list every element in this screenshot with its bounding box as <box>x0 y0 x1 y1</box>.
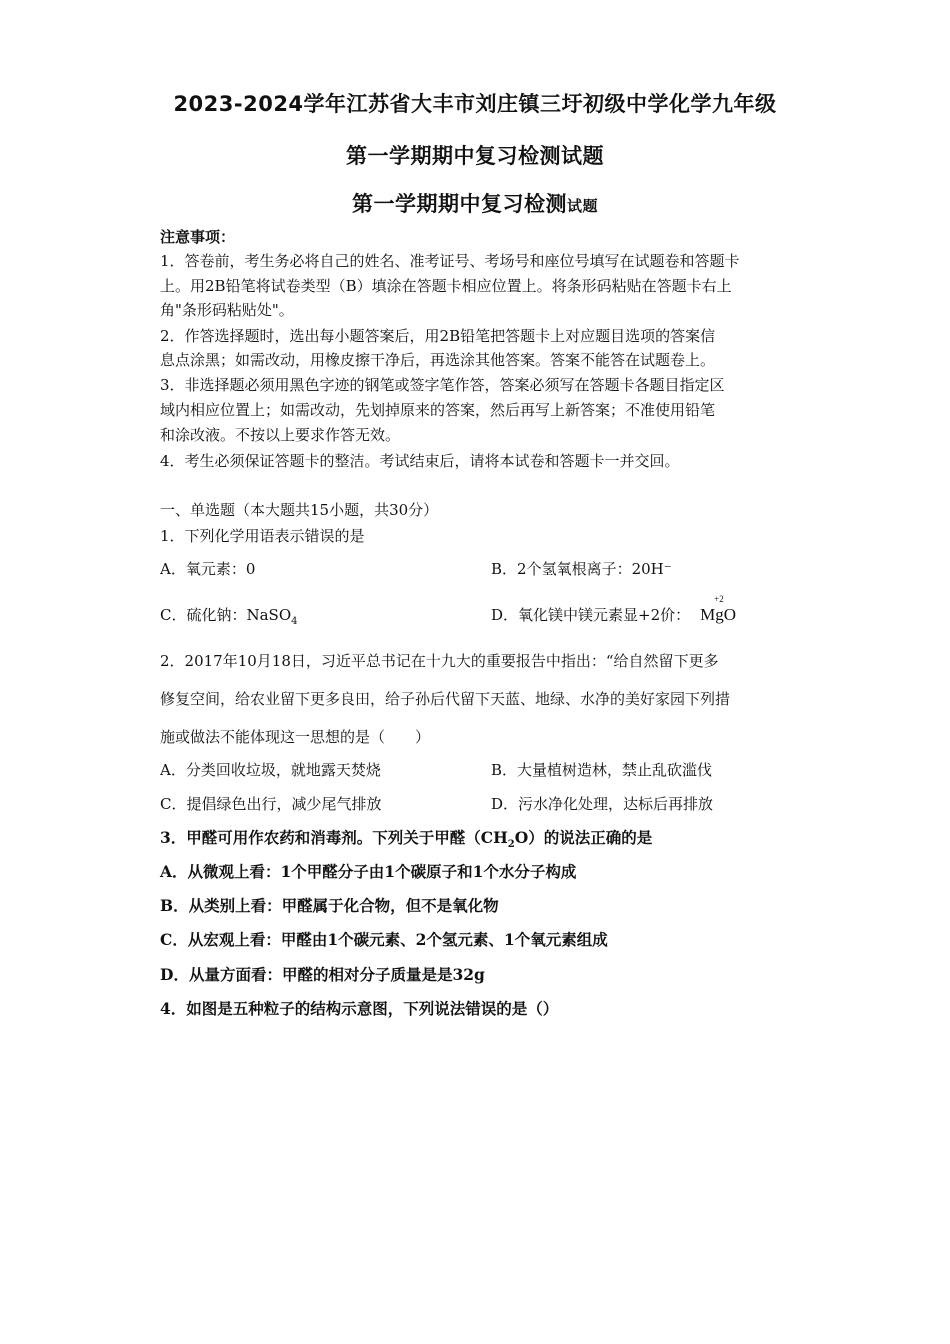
q1-option-c-text: C．硫化钠：NaSO <box>160 606 292 624</box>
q3-stem-subscript: 2 <box>507 839 515 851</box>
q3-stem <box>160 828 652 855</box>
notice-heading: 注意事项： <box>160 228 236 246</box>
q1-option-d-charge: +2 <box>714 594 724 604</box>
q2-stem-line2: 修复空间，给农业留下更多良田，给子孙后代留下天蓝、地绿、水净的美好家园下列措 <box>160 690 731 708</box>
exam-title-line2: 第一学期期中复习检测试题 <box>346 144 604 168</box>
notice-line: 息点涂黑；如需改动，用橡皮擦干净后，再选涂其他答案。答案不能答在试题卷上。 <box>160 351 716 369</box>
q3-stem-text-end: O）的说法正确的是 <box>514 828 653 847</box>
q1-option-d-formula <box>700 594 737 625</box>
q3-option-d: D．从量方面看：甲醛的相对分子质量是是32g <box>160 965 485 984</box>
q3-option-a: A．从微观上看：1个甲醛分子由1个碳原子和1个水分子构成 <box>160 862 577 881</box>
q1-option-d-text: D．氧化镁中镁元素显+2价： <box>491 606 691 624</box>
q3-stem-text: 3．甲醛可用作农药和消毒剂。下列关于甲醛（CH <box>160 828 508 847</box>
notice-line: 1．答卷前，考生务必将自己的姓名、准考证号、考场号和座位号填写在试题卷和答题卡 <box>160 252 740 270</box>
q1-option-b: B．2个氢氧根离子：20H⁻ <box>491 560 672 578</box>
q1-option-c-subscript: 4 <box>291 616 298 627</box>
q2-option-d: D．污水净化处理，达标后再排放 <box>491 795 714 813</box>
q1-option-a: A．氧元素：0 <box>160 560 256 578</box>
notice-line: 3．非选择题必须用黑色字迹的钢笔或签字笔作答，答案必须写在答题卡各题目指定区 <box>160 376 725 394</box>
q3-option-c: C．从宏观上看：甲醛由1个碳元素、2个氢元素、1个氧元素组成 <box>160 930 608 949</box>
q2-stem-line3: 施或做法不能体现这一思想的是（ ） <box>160 728 431 746</box>
q3-option-b: B．从类别上看：甲醛属于化合物，但不是氧化物 <box>160 896 499 915</box>
q1-option-d-formula-text: MgO <box>700 605 737 624</box>
notice-line: 域内相应位置上；如需改动，先划掉原来的答案，然后再写上新答案；不准使用铅笔 <box>160 401 716 419</box>
q2-option-a: A．分类回收垃圾，就地露天焚烧 <box>160 761 381 779</box>
notice-line: 2．作答选择题时，选出每小题答案后，用2B铅笔把答题卡上对应题目选项的答案信 <box>160 327 716 345</box>
q1-stem: 1．下列化学用语表示错误的是 <box>160 527 365 545</box>
exam-title-line3-small: 试题 <box>566 197 598 215</box>
q4-stem: 4．如图是五种粒子的结构示意图，下列说法错误的是（） <box>160 999 559 1018</box>
section-heading: 一、单选题（本大题共15小题，共30分） <box>160 501 439 519</box>
q2-option-c: C．提倡绿色出行，减少尾气排放 <box>160 795 382 813</box>
q2-option-b: B．大量植树造林，禁止乱砍滥伐 <box>491 761 713 779</box>
exam-title-line3-main: 第一学期期中复习检测 <box>351 192 567 216</box>
notice-line: 和涂改液。不按以上要求作答无效。 <box>160 426 401 444</box>
q2-stem-line1: 2．2017年10月18日，习近平总书记在十九大的重要报告中指出：“给自然留下更多 <box>160 652 719 670</box>
exam-title-line3 <box>0 188 950 218</box>
notice-line: 4．考生必须保证答题卡的整洁。考试结束后，请将本试卷和答题卡一并交回。 <box>160 452 680 470</box>
notice-line: 角"条形码粘贴处"。 <box>160 301 294 319</box>
q1-option-c <box>160 605 298 632</box>
exam-title-line1: 2023-2024学年江苏省大丰市刘庄镇三圩初级中学化学九年级 <box>173 92 777 116</box>
q1-option-d <box>491 594 737 625</box>
notice-line: 上。用2B铅笔将试卷类型（B）填涂在答题卡相应位置上。将条形码粘贴在答题卡右上 <box>160 277 732 295</box>
